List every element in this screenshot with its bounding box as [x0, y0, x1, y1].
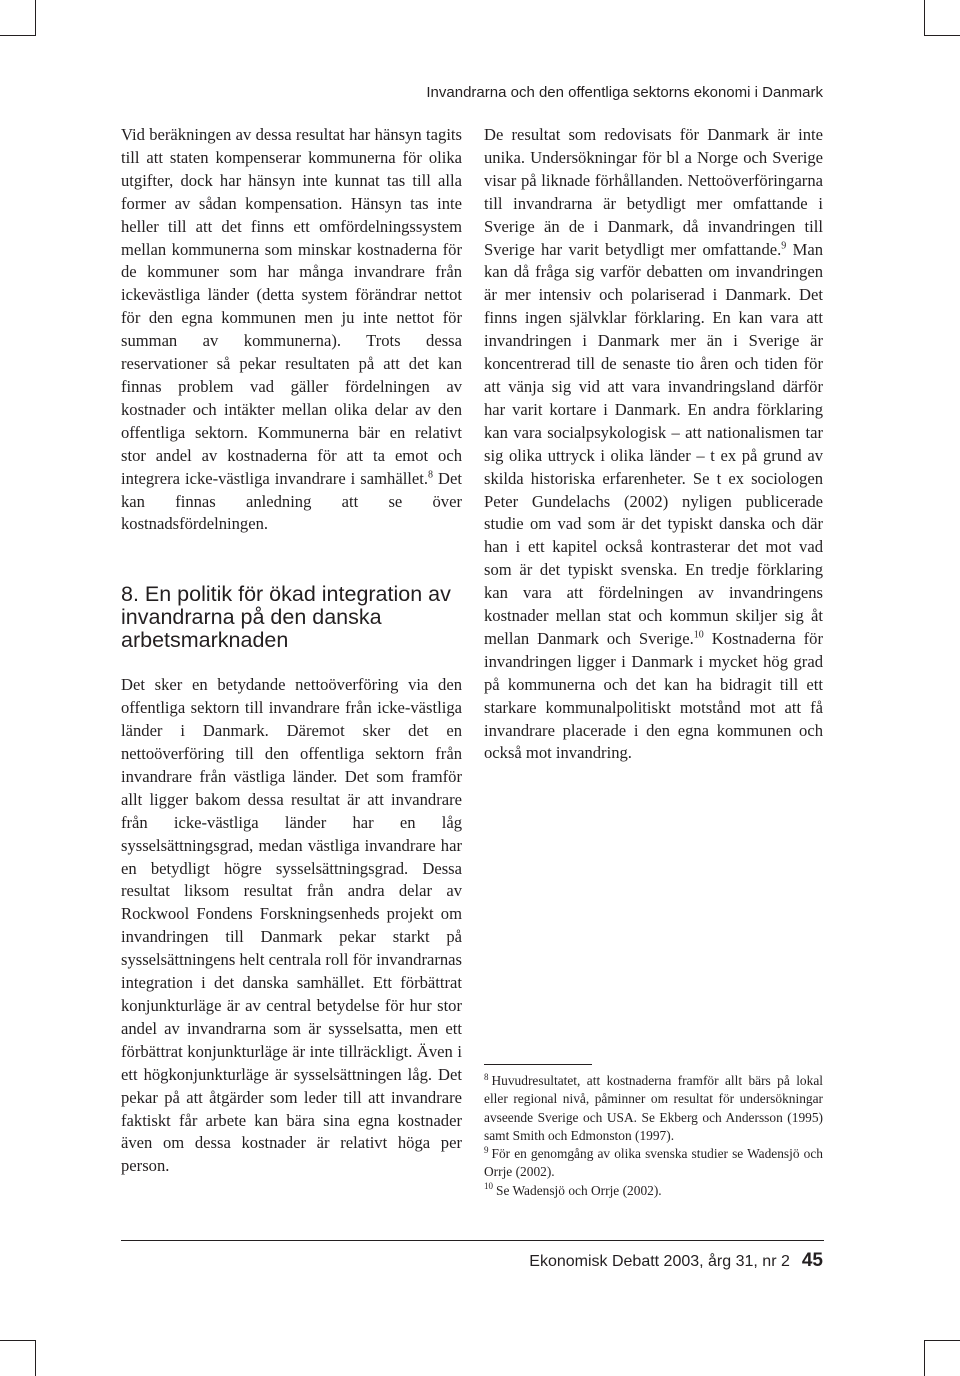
- crop-mark: [35, 0, 36, 36]
- footnotes: [484, 1072, 823, 1200]
- body-text: Kostnaderna för invandringen ligger i Danmark i mycket hög grad på kommunerna och det kan ha bidragit till ett starkare kommunalpolitiskt motstånd mot att få invandrare placerade i den egna kommunen och också mot invandring.: [484, 628, 823, 763]
- footnote-ref[interactable]: 8: [428, 469, 434, 481]
- body-text: Vid beräkningen av dessa resultat har hänsyn tagits till att staten kompenserar kommunerna för olika utgifter, dock har hänsyn inte kunnat tas till alla former av sådan kompensation. Hänsyn tas inte heller till att det finns ett omfördelningssystem mellan kommunerna som minskar kostnaderna för de kommuner som har många invandrare från ickevästliga länder (detta system förändrar nettot för den egna kommunen men ju inte nettot för summan av kommunerna). Trots dessa reservationer så pekar resultaten på att det kan finnas problem vad gäller fördelningen av kostnader och intäkter mellan olika delar av den offentliga sektorn. Kommunerna bär en relativt stor andel av kostnaderna för att ta emot och integrera icke-västliga invandrare i samhället.: [121, 125, 462, 488]
- crop-mark: [0, 35, 36, 36]
- footnote-text: För en genomgång av olika svenska studier se Wadensjö och Orrje (2002).: [484, 1146, 823, 1180]
- page-number: 45: [801, 1250, 823, 1271]
- footnote: [484, 1072, 823, 1145]
- crop-mark: [0, 1340, 36, 1341]
- crop-mark: [924, 1340, 960, 1341]
- footnote-number: 10: [484, 1181, 493, 1192]
- footnote-ref[interactable]: 10: [693, 629, 704, 641]
- footer-divider: [121, 1240, 824, 1241]
- footnote-number: 8: [484, 1071, 489, 1082]
- right-column: [484, 124, 823, 765]
- crop-mark: [924, 1340, 925, 1376]
- crop-mark: [924, 35, 960, 36]
- crop-mark: [924, 0, 925, 36]
- body-text: Det kan finnas anledning att se över kostnadsfördelningen.: [121, 468, 463, 534]
- page-footer: [529, 1250, 823, 1272]
- crop-mark: [35, 1340, 36, 1376]
- left-column: [121, 124, 462, 1178]
- body-text: De resultat som redovisats för Danmark är inte unika. Undersökningar för bl a Norge och Sverige visar på liknade förhållanden. Nettoöverföringarna till invandrarna är betydligt mer omfattande i Sverige än de i Danmark, då invandringen till Sverige har varit betydligt mer omfattande.: [484, 125, 823, 259]
- section-heading: 8. En politik för ökad integration av invandrarna på den danska arbetsmarknaden: [121, 582, 451, 653]
- footnote-number: 9: [484, 1144, 489, 1155]
- footnote-ref[interactable]: 9: [781, 240, 787, 251]
- footnote-divider: [484, 1064, 592, 1065]
- footnote-text: Huvudresultatet, att kostnaderna framför allt bärs på lokal eller regional nivå, påminner om resultat för undersökningar avseende Sverige och USA. Se Ekberg och Andersson (1995) samt Smith och Edmonston (1997).: [484, 1073, 823, 1143]
- journal-name: Ekonomisk Debatt 2003, årg 31, nr 2: [529, 1253, 790, 1270]
- body-paragraph: [484, 124, 823, 765]
- footnote: [484, 1182, 823, 1200]
- footnote: [484, 1145, 823, 1182]
- footnote-text: Se Wadensjö och Orrje (2002).: [496, 1182, 662, 1198]
- running-head: Invandrarna och den offentliga sektorns ekonomi i Danmark: [426, 84, 823, 101]
- body-paragraph: Det sker en betydande nettoöverföring via den offentliga sektorn till invandrare från icke-västliga länder i Danmark. Däremot sker det en nettoöverföring till den offentliga sektorn från invandrare från västliga länder. Det som framför allt ligger bakom dessa resultat är att invandrare från icke-västliga länder har en låg sysselsättningsgrad, medan västliga invandrare har en betydligt högre sysselsättningsgrad. Dessa resultat liksom resultat från andra delar av Rockwool Fondens Forskningsenheds projekt om invandringen till Danmark pekar starkt på sysselsättningens helt centrala roll för invandrarnas integration i det danska samhället. Ett förbättrat konjunkturläge är av central betydelse för hur stor andel av invandrarna som är sysselsatta, men ett förbättrat konjunkturläge är inte tillräckligt. Även i ett högkonjunkturläge är sysselsättningen låg. Det pekar på att åtgärder som leder till att invandrare faktiskt får arbete kan bära sina egna kostnader även om dessa kostnader är relativt höga per person.: [121, 675, 462, 1176]
- body-text: Man kan då fråga sig varför debatten om invandringen är mer intensiv och polariserad i Danmark. Det finns ingen självklar förklaring. En kan vara att invandringen i Danmark mer än i Sverige är koncentrerad till de senaste tio åren och tiden för att vänja sig vid att vara invandringsland därför har varit kortare i Danmark. En andra förklaring kan vara socialpsykologisk – att nationalismen tar sig olika uttryck i olika länder – t ex på grund av skilda historiska erfarenheter. Se t ex sociologen Peter Gundelachs (2002) nyligen publicerade studie om vad som är det typiskt danska och där han i ett kapitel också kontrasterar det mot vad som är det typiskt svenska. En tredje förklaring kan vara att fördelningen av invandringens kostnader mellan stat och kommun skiljer sig åt mellan Danmark och Sverige.: [484, 239, 823, 648]
- body-paragraph: [121, 124, 462, 536]
